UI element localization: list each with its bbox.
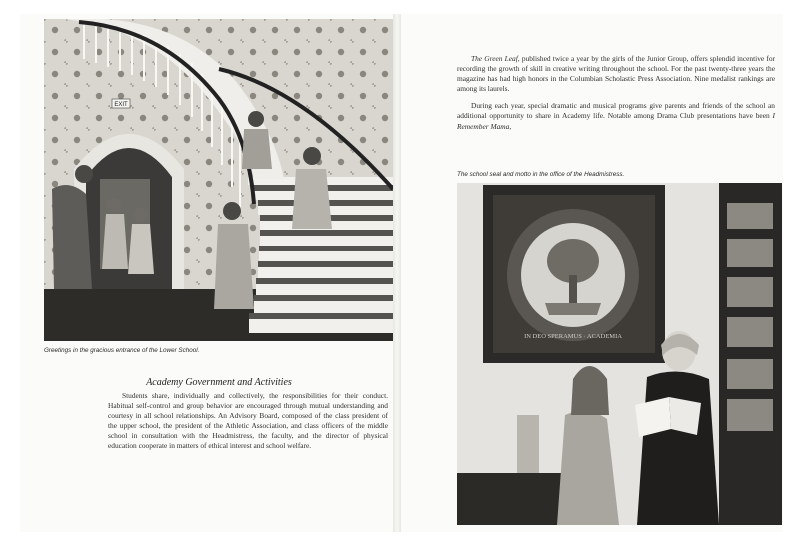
staircase-photo-caption: Greetings in the gracious entrance of the Lower School. (44, 347, 200, 354)
drama-text: During each year, special dramatic and musical programs give parents and friends of the school an additional opportunity to share in Academy life. Notable among Drama Club presentations have been (457, 101, 775, 121)
magazine-title: The Green Leaf, (471, 54, 520, 63)
section-body (108, 391, 388, 452)
staircase-photo (44, 19, 393, 341)
section-paragraph: Students share, individually and collectively, the responsibilities for their conduct. Habitual self-control and group behavior are encouraged through mutual understanding and courtesy in all school relationships. An Advisory Board, composed of the class president of the upper school, the president of the Athletic Association, and class officers of the middle school in consultation with the Headmistress, the faculty, and the director of physical education cooperate in matters of ethical interest and school welfare. (108, 391, 388, 451)
play-title: I Remember Mama, (457, 111, 775, 131)
green-leaf-paragraph (457, 54, 775, 94)
seal-photo-caption: The school seal and motto in the office of the Headmistress. (457, 171, 625, 178)
seal-office-photo (457, 183, 782, 525)
right-page-text (457, 54, 775, 132)
exit-sign: EXIT (114, 102, 128, 108)
green-leaf-text: published twice a year by the girls of the Junior Group, offers splendid incentive for recording the growth of skill in creative writing throughout the school. For the past twenty-three years the magazine has had high honors in the Columbian Scholastic Press Association. Nine medalist rankings are among its laurels. (457, 54, 776, 94)
section-title: Academy Government and Activities (146, 377, 292, 388)
seal-motto: IN DEO SPERAMUS · ACADEMIA (524, 333, 622, 340)
drama-paragraph (457, 101, 775, 131)
book-gutter (393, 14, 401, 532)
